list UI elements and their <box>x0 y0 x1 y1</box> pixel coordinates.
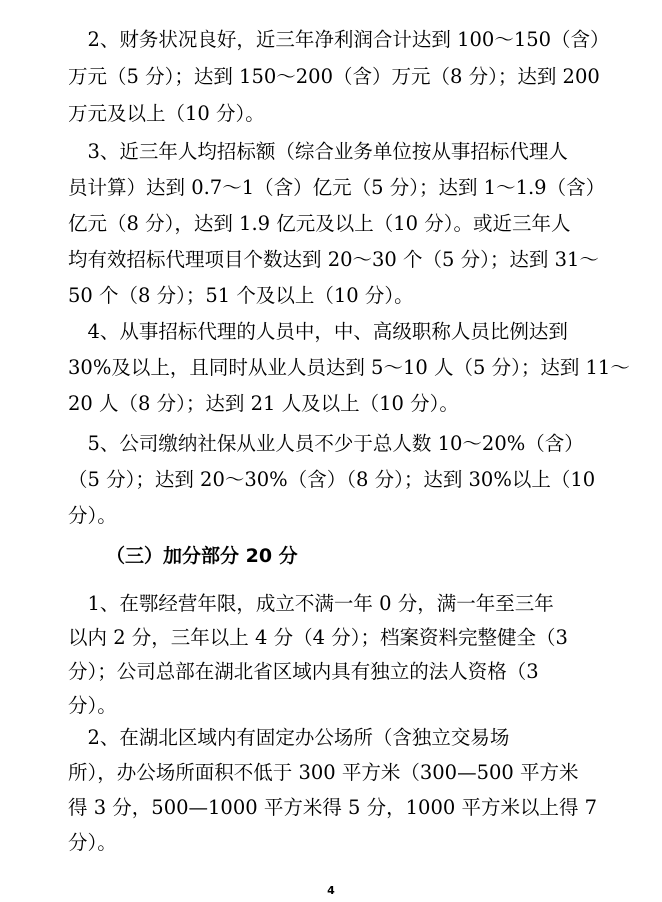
text-line: 分）；公司总部在湖北省区域内具有独立的法人资格（3 <box>68 660 539 683</box>
section-heading-text: （三）加分部分 20 分 <box>106 545 298 567</box>
text-line: 30%及以上，且同时从业人员达到 5～10 人（5 分）；达到 11～ <box>68 356 630 379</box>
text-line: 2、财务状况良好，近三年净利润合计达到 100～150（含） <box>68 28 610 51</box>
text-line: 得 3 分，500—1000 平方米得 5 分，1000 平方米以上得 7 <box>68 796 598 819</box>
text-line: 5、公司缴纳社保从业人员不少于总人数 10～20%（含） <box>68 432 584 455</box>
text-line: 50 个（8 分）；51 个及以上（10 分）。 <box>68 284 414 307</box>
page-number: 4 <box>327 884 335 897</box>
text-line: 万元（5 分）；达到 150～200（含）万元（8 分）；达到 200 <box>68 65 600 88</box>
text-line: 20 人（8 分）；达到 21 人及以上（10 分）。 <box>68 392 459 415</box>
text-line: 万元及以上（10 分）。 <box>68 102 265 125</box>
text-line: 员计算）达到 0.7～1（含）亿元（5 分）；达到 1～1.9（含） <box>68 176 606 199</box>
text-line: 均有效招标代理项目个数达到 20～30 个（5 分）；达到 31～ <box>68 248 599 271</box>
text-line: 以内 2 分，三年以上 4 分（4 分）；档案资料完整健全（3 <box>68 626 568 649</box>
text-line: 分）。 <box>68 694 117 717</box>
text-line: 3、近三年人均招标额（综合业务单位按从事招标代理人 <box>68 140 568 163</box>
text-line: 4、从事招标代理的人员中，中、高级职称人员比例达到 <box>68 320 568 343</box>
text-line: 1、在鄂经营年限，成立不满一年 0 分，满一年至三年 <box>68 592 554 615</box>
text-line: 亿元（8 分），达到 1.9 亿元及以上（10 分）。或近三年人 <box>68 212 571 235</box>
text-line: 所），办公场所面积不低于 300 平方米（300—500 平方米 <box>68 761 579 784</box>
text-line: （5 分）；达到 20～30%（含）（8 分）；达到 30%以上（10 <box>68 468 596 491</box>
text-line: 分）。 <box>68 504 117 527</box>
text-line: 2、在湖北区域内有固定办公场所（含独立交易场 <box>68 726 510 749</box>
text-line: 分）。 <box>68 831 117 854</box>
